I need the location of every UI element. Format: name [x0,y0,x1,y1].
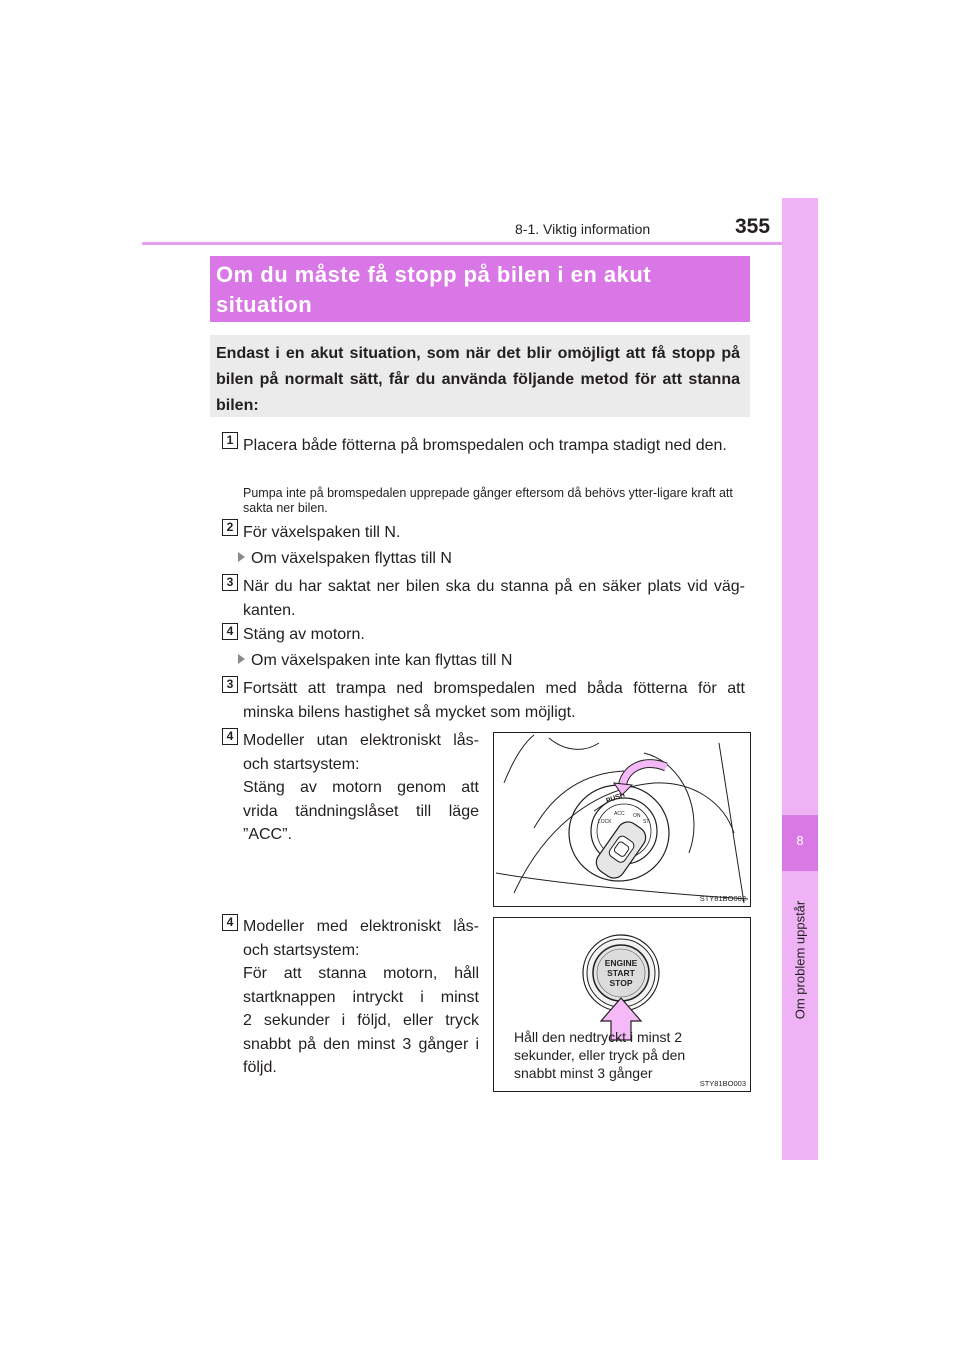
subheading-text: Om växelspaken flyttas till N [251,550,452,567]
ignition-key-figure [493,732,751,907]
step-note: Pumpa inte på bromspedalen upprepade gånger eftersom då behövs ytter-ligare kraft att sakta ner bilen. [243,486,733,515]
step-number: 1 [222,432,238,449]
title-line-2: situation [216,292,313,317]
intro-text: Endast i en akut situation, som när det blir omöjligt att få stopp på bilen på normalt sätt, får du använda följande metod för att stanna bilen: [216,345,740,414]
push-label: PUSH [605,791,626,805]
subheading-text: Om växelspaken inte kan flyttas till N [251,652,513,669]
figure-code: STY81BO003 [699,1079,746,1088]
svg-text:ST: ST [643,819,650,825]
step-number: 4 [222,623,238,640]
page-title [216,260,746,320]
ignition-key-illustration [494,733,750,906]
header-rule [142,242,818,245]
step-text: När du har saktat ner bilen ska du stanna på en säker plats vid väg-kanten. [243,578,745,619]
step-text: Stäng av motorn. [243,626,365,643]
svg-text:LOCK: LOCK [598,819,612,825]
button-label-stop: STOP [609,978,633,988]
svg-text:ON: ON [633,813,641,819]
step-number: 4 [222,914,238,931]
step-number: 3 [222,574,238,591]
triangle-bullet-icon [238,654,245,664]
step-text: Placera både fötterna på bromspedalen och trampa stadigt ned den. [243,437,727,454]
figure-caption: Håll den nedtryckt i minst 2 sekunder, eller tryck på den snabbt minst 3 gånger [514,1029,686,1081]
svg-text:ACC: ACC [614,811,625,817]
triangle-bullet-icon [238,552,245,562]
step-text: Modeller utan elektroniskt lås- och startsystem: Stäng av motorn genom att vrida tändningslåset till läge ”ACC”. [243,732,479,843]
subheading [238,547,452,570]
section-heading: 8-1. Viktig information [515,221,651,237]
step-number: 4 [222,728,238,745]
chapter-number: 8 [796,833,804,848]
chapter-title: Om problem uppstår [792,900,808,1020]
step-text: Modeller med elektroniskt lås- och startsystem: För att stanna motorn, håll startknappen intryckt i minst 2 sekunder i följd, eller tryck snabbt på den minst 3 gånger i följd. [243,918,479,1076]
step-text: Fortsätt att trampa ned bromspedalen med båda fötterna för att minska bilens hastighet så mycket som möjligt. [243,680,745,721]
subheading [238,649,512,672]
step-text: För växelspaken till N. [243,524,401,541]
step-number: 3 [222,676,238,693]
button-label-engine: ENGINE [604,958,638,968]
step-number: 2 [222,519,238,536]
button-label-start: START [607,968,635,978]
title-line-1: Om du måste få stopp på bilen i en akut [216,262,652,287]
page-number: 355 [735,215,771,238]
figure-code: STY81BO002 [699,894,746,903]
start-stop-button-figure [493,917,751,1092]
